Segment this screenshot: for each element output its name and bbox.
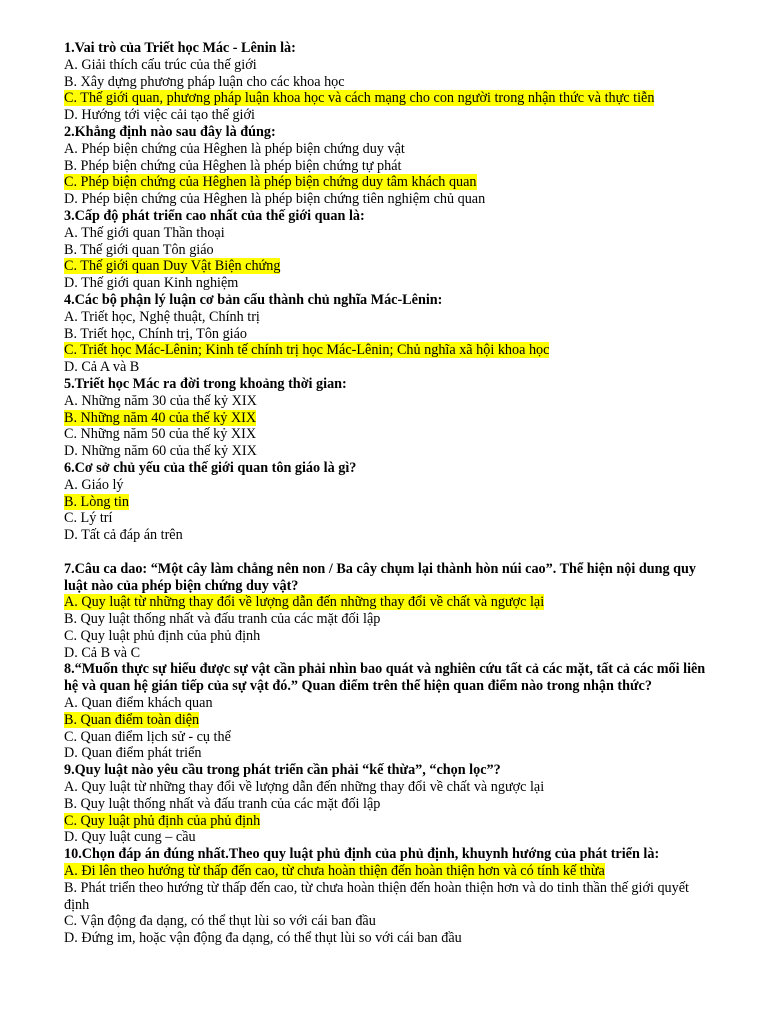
answer-text: C. Lý trí [64,510,113,527]
answer-option [64,242,708,259]
answer-option [64,863,708,880]
answer-option [64,393,708,410]
correct-answer-highlight: A. Quy luật từ những thay đổi về lượng dẫn đến những thay đổi về chất và ngược lại [64,594,545,611]
answer-option [64,829,708,846]
answer-option [64,359,708,376]
answer-text: D. Hướng tới việc cải tạo thế giới [64,107,255,124]
answer-option [64,930,708,947]
answer-text: B. Phép biện chứng của Hêghen là phép biện chứng tự phát [64,157,402,174]
correct-answer-highlight: C. Thế giới quan, phương pháp luận khoa học và cách mạng cho con người trong nhận thức và thực tiễn [64,90,655,107]
answer-option [64,594,708,611]
answer-option [64,225,708,242]
answer-option [64,527,708,544]
answer-text: A. Thế giới quan Thần thoại [64,224,225,241]
answer-option [64,510,708,527]
answer-option [64,342,708,359]
answer-text: B. Quy luật thống nhất và đấu tranh của các mặt đối lập [64,795,381,812]
answer-option [64,880,708,914]
correct-answer-highlight: C. Triết học Mác-Lênin; Kinh tế chính trị học Mác-Lênin; Chủ nghĩa xã hội khoa học [64,342,550,359]
answer-text: B. Xây dựng phương pháp luận cho các khoa học [64,73,345,90]
correct-answer-highlight: C. Quy luật phủ định của phủ định [64,812,261,829]
answer-option [64,913,708,930]
answer-text: D. Quy luật cung – cầu [64,829,196,846]
answer-option [64,796,708,813]
correct-answer-highlight: C. Phép biện chứng của Hêghen là phép biện chứng duy tâm khách quan [64,174,477,191]
correct-answer-highlight: B. Quan điểm toàn diện [64,711,200,728]
answer-option [64,410,708,427]
answer-option [64,729,708,746]
answer-text: D. Quan điểm phát triển [64,745,202,762]
question-text: 8.“Muốn thực sự hiểu được sự vật cần phải nhìn bao quát và nghiên cứu tất cả các mặt, tất cả các mối liên hệ và quan hệ gián tiếp của sự vật đó.” Quan điểm trên thể hiện quan điểm nào trong nhận thức? [64,661,706,695]
answer-option [64,645,708,662]
answer-text: C. Vận động đa dạng, có thể thụt lùi so với cái ban đầu [64,913,376,930]
answer-option [64,141,708,158]
answer-option [64,477,708,494]
answer-option [64,779,708,796]
answer-text: D. Đứng im, hoặc vận động đa dạng, có thể thụt lùi so với cái ban đầu [64,930,462,947]
answer-text: D. Tất cả đáp án trên [64,527,183,544]
answer-option [64,57,708,74]
answer-option [64,107,708,124]
question-text: 10.Chọn đáp án đúng nhất.Theo quy luật phủ định của phủ định, khuynh hướng của phát triển là: [64,846,660,863]
blank-line [64,544,708,561]
answer-option [64,745,708,762]
answer-text: D. Phép biện chứng của Hêghen là phép biện chứng tiên nghiệm chủ quan [64,191,486,208]
answer-text: A. Giải thích cấu trúc của thế giới [64,56,257,73]
answer-option [64,74,708,91]
answer-option [64,426,708,443]
answer-option [64,712,708,729]
question-text: 7.Câu ca dao: “Một cây làm chẳng nên non / Ba cây chụm lại thành hòn núi cao”. Thể hiện nội dung quy luật nào của phép biện chứng duy vật? [64,560,697,594]
answer-option [64,174,708,191]
answer-option [64,695,708,712]
question-text: 6.Cơ sở chủ yếu của thế giới quan tôn giáo là gì? [64,459,357,476]
answer-text: D. Những năm 60 của thế kỷ XIX [64,443,257,460]
answer-option [64,443,708,460]
correct-answer-highlight: B. Lòng tin [64,493,130,510]
answer-option [64,191,708,208]
question-text: 3.Cấp độ phát triển cao nhất của thế giới quan là: [64,207,365,224]
answer-text: A. Quy luật từ những thay đổi về lượng dẫn đến những thay đổi về chất và ngược lại [64,779,545,796]
answer-text: A. Quan điểm khách quan [64,695,213,712]
answer-text: A. Triết học, Nghệ thuật, Chính trị [64,308,260,325]
question-text: 4.Các bộ phận lý luận cơ bản cấu thành chủ nghĩa Mác-Lênin: [64,291,443,308]
answer-text: C. Quy luật phủ định của phủ định [64,627,261,644]
answer-text: A. Những năm 30 của thế kỷ XIX [64,392,257,409]
answer-text: C. Quan điểm lịch sử - cụ thể [64,728,231,745]
question-text: 9.Quy luật nào yêu cầu trong phát triển cần phải “kế thừa”, “chọn lọc”? [64,762,501,779]
answer-text: D. Thế giới quan Kinh nghiệm [64,275,239,292]
correct-answer-highlight: B. Những năm 40 của thế kỷ XIX [64,409,257,426]
answer-text: A. Phép biện chứng của Hêghen là phép biện chứng duy vật [64,140,405,157]
correct-answer-highlight: A. Đi lên theo hướng từ thấp đến cao, từ chưa hoàn thiện đến hoàn thiện hơn và có tính kế thừa [64,863,605,880]
question-text: 2.Khẳng định nào sau đây là đúng: [64,123,276,140]
answer-option [64,628,708,645]
answer-option [64,494,708,511]
answer-text: C. Những năm 50 của thế kỷ XIX [64,426,257,443]
correct-answer-highlight: C. Thế giới quan Duy Vật Biện chứng [64,258,281,275]
answer-text: B. Triết học, Chính trị, Tôn giáo [64,325,248,342]
answer-option [64,326,708,343]
answer-option [64,309,708,326]
answer-text: A. Giáo lý [64,476,124,493]
answer-option [64,90,708,107]
answer-text: B. Phát triển theo hướng từ thấp đến cao, từ chưa hoàn thiện đến hoàn thiện hơn và do tinh thần thế giới quyết định [64,879,689,913]
answer-option [64,813,708,830]
answer-option [64,611,708,628]
answer-text: D. Cả A và B [64,359,140,376]
answer-option [64,258,708,275]
answer-option [64,275,708,292]
question-text: 1.Vai trò của Triết học Mác - Lênin là: [64,40,296,56]
question-text: 5.Triết học Mác ra đời trong khoảng thời gian: [64,375,347,392]
answer-text: B. Quy luật thống nhất và đấu tranh của các mặt đối lập [64,611,381,628]
answer-text: D. Cả B và C [64,644,141,661]
answer-option [64,158,708,175]
answer-text: B. Thế giới quan Tôn giáo [64,241,214,258]
